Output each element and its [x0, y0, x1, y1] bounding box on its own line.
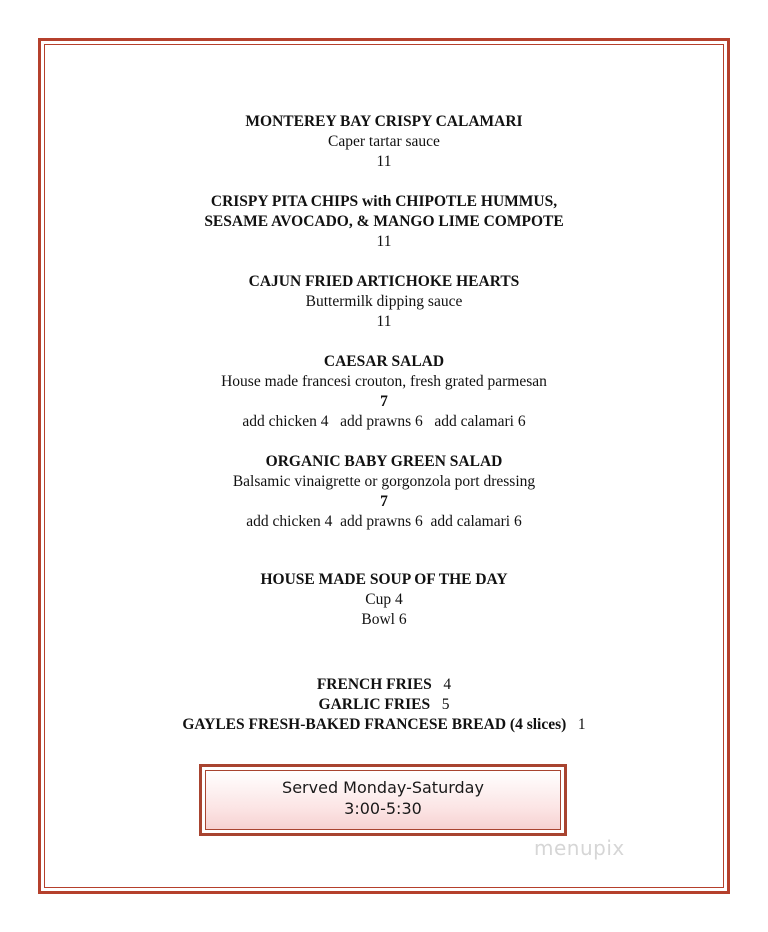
- side-price: 4: [443, 676, 452, 693]
- hours-days: Served Monday-Saturday: [282, 778, 484, 797]
- item-title: CAESAR SALAD: [323, 353, 445, 370]
- item-description: House made francesi crouton, fresh grated parmesan: [221, 373, 547, 390]
- item-option-cup: Cup 4: [365, 591, 403, 608]
- item-description: Balsamic vinaigrette or gorgonzola port dressing: [232, 473, 536, 490]
- side-french-fries: [60, 675, 708, 695]
- item-description: Buttermilk dipping sauce: [305, 293, 463, 310]
- side-price: 5: [441, 696, 450, 713]
- menu-item-pita-chips: [60, 192, 708, 252]
- menu-content: [60, 112, 708, 735]
- side-name: GAYLES FRESH-BAKED FRANCESE BREAD (4 slices): [182, 716, 567, 733]
- item-price: 11: [376, 313, 392, 330]
- item-title: MONTEREY BAY CRISPY CALAMARI: [245, 113, 523, 130]
- side-garlic-fries: [60, 695, 708, 715]
- item-title-line1: CRISPY PITA CHIPS with CHIPOTLE HUMMUS,: [210, 193, 558, 210]
- menu-sides: [60, 675, 708, 735]
- menu-item-artichoke: [60, 272, 708, 332]
- item-title: CAJUN FRIED ARTICHOKE HEARTS: [248, 273, 520, 290]
- hours-inner: [205, 770, 561, 830]
- side-name: FRENCH FRIES: [316, 676, 432, 693]
- hours-box: [199, 764, 567, 836]
- side-price: 1: [577, 716, 586, 733]
- watermark: menupix: [534, 836, 625, 860]
- side-name: GARLIC FRIES: [318, 696, 431, 713]
- item-price: 7: [380, 493, 388, 510]
- item-price: 11: [376, 233, 392, 250]
- item-option-bowl: Bowl 6: [361, 611, 407, 628]
- item-price: 11: [376, 153, 392, 170]
- menu-item-soup: [60, 570, 708, 630]
- side-bread: [60, 715, 708, 735]
- item-addons: add chicken 4 add prawns 6 add calamari 6: [242, 413, 526, 430]
- item-title: ORGANIC BABY GREEN SALAD: [265, 453, 503, 470]
- item-addons: add chicken 4 add prawns 6 add calamari 6: [246, 513, 522, 530]
- item-description: Caper tartar sauce: [328, 133, 440, 150]
- hours-time: 3:00-5:30: [344, 799, 422, 818]
- item-price: 7: [380, 393, 388, 410]
- menu-item-caesar-salad: [60, 352, 708, 432]
- item-title: HOUSE MADE SOUP OF THE DAY: [260, 571, 508, 588]
- item-title-line2: SESAME AVOCADO, & MANGO LIME COMPOTE: [204, 213, 564, 230]
- menu-item-calamari: [60, 112, 708, 172]
- menu-item-green-salad: [60, 452, 708, 532]
